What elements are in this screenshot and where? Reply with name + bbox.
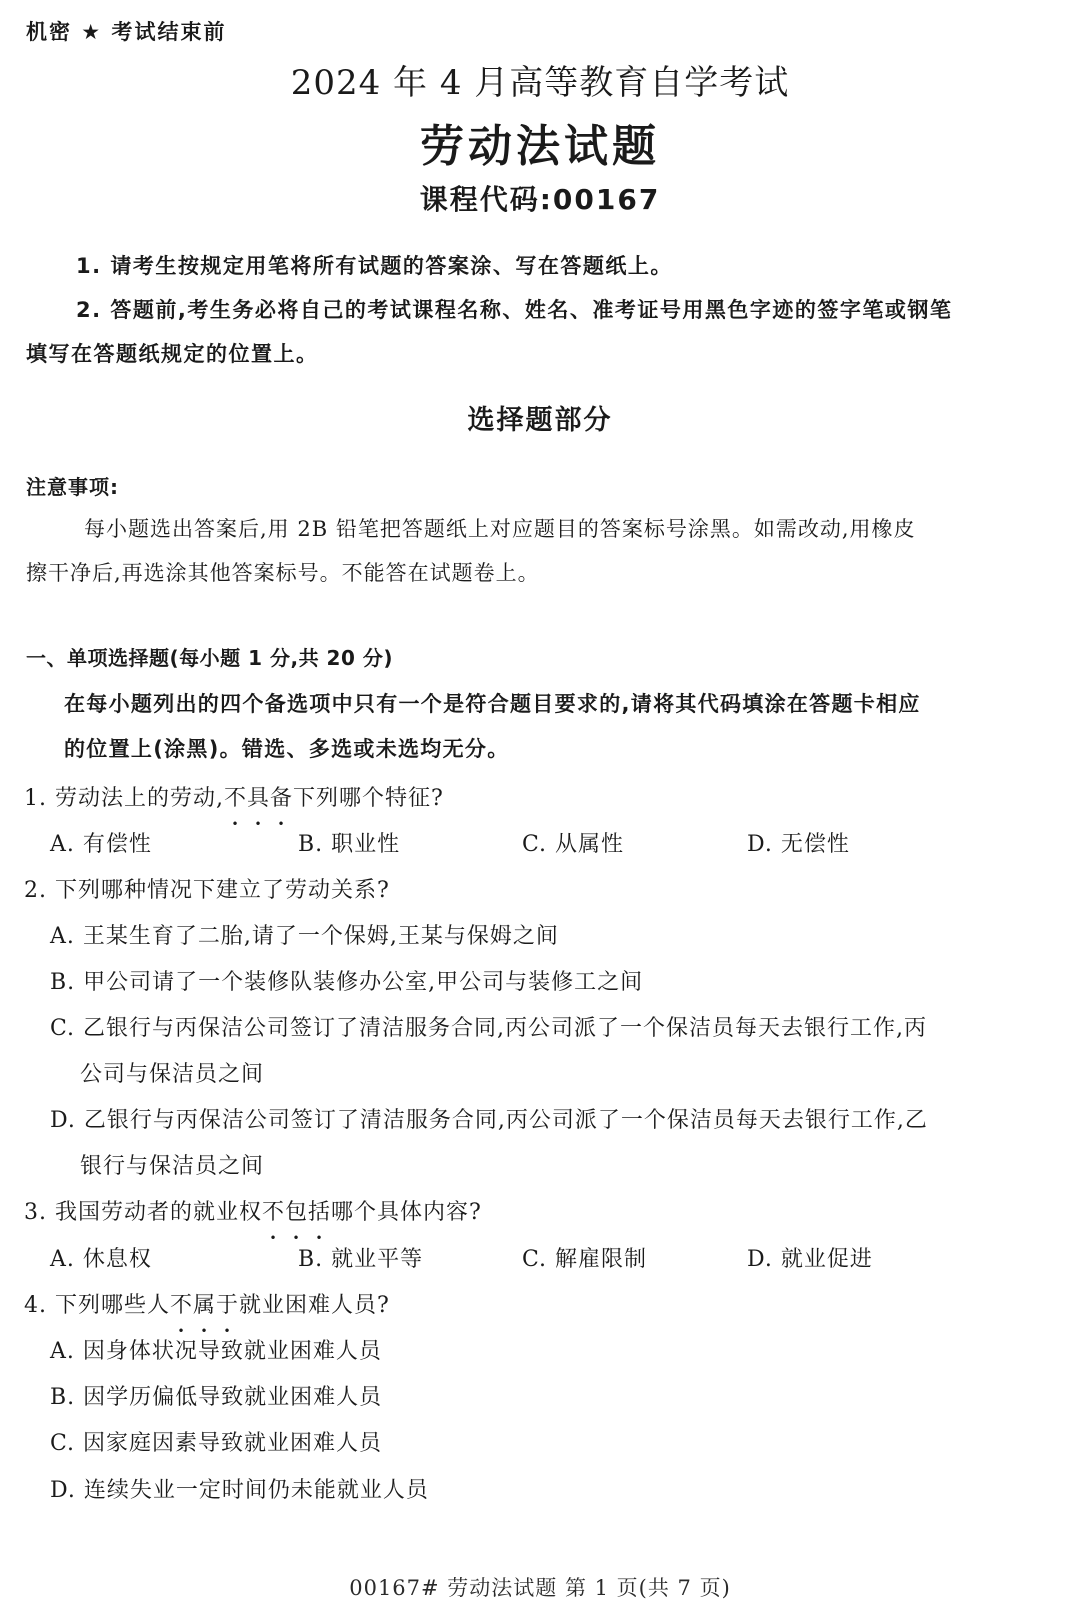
instruction-1: 1. 请考生按规定用笔将所有试题的答案涂、写在答题纸上。 xyxy=(76,254,673,278)
q3-option-c: C. 解雇限制 xyxy=(522,1247,648,1272)
q4-option-d: D. 连续失业一定时间仍未能就业人员 xyxy=(50,1478,429,1503)
emphasis-char: 属 xyxy=(193,1293,217,1318)
q4-option-a: A. 因身体状况导致就业困难人员 xyxy=(50,1339,382,1364)
q2-option-d: D. 乙银行与丙保洁公司签订了清洁服务合同,丙公司派了一个保洁员每天去银行工作,乙 xyxy=(50,1108,928,1133)
q2-option-c-continued: 公司与保洁员之间 xyxy=(80,1062,265,1087)
q2-option-d-continued: 银行与保洁员之间 xyxy=(80,1154,265,1179)
page-footer: 00167# 劳动法试题 第 1 页(共 7 页) xyxy=(349,1576,731,1600)
part1-title: 一、单项选择题(每小题 1 分,共 20 分) xyxy=(26,646,393,670)
q2-option-a: A. 王某生育了二胎,请了一个保姆,王某与保姆之间 xyxy=(50,924,559,949)
question-1 xyxy=(24,781,444,812)
emphasis-char: 括 xyxy=(308,1200,332,1225)
q4-option-b: B. 因学历偏低导致就业困难人员 xyxy=(50,1385,383,1410)
q3-option-a: A. 休息权 xyxy=(50,1247,152,1272)
question-3-text-post: 哪个具体内容? xyxy=(331,1200,482,1225)
question-3-text-pre: 3. 我国劳动者的就业权 xyxy=(24,1200,262,1225)
q1-option-a: A. 有偿性 xyxy=(50,832,152,857)
question-4-text-post: 就业困难人员? xyxy=(239,1293,390,1318)
question-3 xyxy=(24,1195,482,1226)
paper-title: 劳动法试题 xyxy=(420,121,660,172)
emphasis-char: 具 xyxy=(247,786,271,811)
emphasis-char: 不 xyxy=(223,786,247,811)
emphasis-char: 不 xyxy=(261,1200,285,1225)
question-1-text-pre: 1. 劳动法上的劳动, xyxy=(24,786,224,811)
q1-option-b: B. 职业性 xyxy=(298,832,401,857)
q2-option-b: B. 甲公司请了一个装修队装修办公室,甲公司与装修工之间 xyxy=(50,970,644,995)
emphasis-char: 于 xyxy=(216,1293,240,1318)
notes-text-line-2: 擦干净后,再选涂其他答案标号。不能答在试题卷上。 xyxy=(26,561,540,585)
question-4 xyxy=(24,1288,390,1319)
instruction-2-continued: 填写在答题纸规定的位置上。 xyxy=(26,342,319,366)
question-4-text-pre: 4. 下列哪些人 xyxy=(24,1293,170,1318)
emphasis-char: 不 xyxy=(169,1293,193,1318)
instruction-2: 2. 答题前,考生务必将自己的考试课程名称、姓名、准考证号用黑色字迹的签字笔或钢笔 xyxy=(76,298,953,322)
exam-title: 2024 年 4 月高等教育自学考试 xyxy=(290,63,790,103)
confidential-notice: 机密 ★ 考试结束前 xyxy=(26,20,227,44)
part1-description-line-1: 在每小题列出的四个备选项中只有一个是符合题目要求的,请将其代码填涂在答题卡相应 xyxy=(64,692,921,716)
q3-option-b: B. 就业平等 xyxy=(298,1247,424,1272)
emphasis-char: 备 xyxy=(270,786,294,811)
notes-label: 注意事项: xyxy=(26,475,119,499)
question-1-text-post: 下列哪个特征? xyxy=(293,786,444,811)
q2-option-c: C. 乙银行与丙保洁公司签订了清洁服务合同,丙公司派了一个保洁员每天去银行工作,丙 xyxy=(50,1016,928,1041)
section-title: 选择题部分 xyxy=(467,405,613,436)
course-code: 课程代码:00167 xyxy=(419,183,661,216)
emphasis-char: 包 xyxy=(285,1200,309,1225)
q1-option-c: C. 从属性 xyxy=(522,832,625,857)
question-2: 2. 下列哪种情况下建立了劳动关系? xyxy=(24,878,390,903)
q4-option-c: C. 因家庭因素导致就业困难人员 xyxy=(50,1431,383,1456)
q1-option-d: D. 无偿性 xyxy=(747,832,850,857)
notes-text-line-1: 每小题选出答案后,用 2B 铅笔把答题纸上对应题目的答案标号涂黑。如需改动,用橡皮 xyxy=(84,517,916,541)
q3-option-d: D. 就业促进 xyxy=(747,1247,873,1272)
part1-description-line-2: 的位置上(涂黑)。错选、多选或未选均无分。 xyxy=(64,737,510,761)
